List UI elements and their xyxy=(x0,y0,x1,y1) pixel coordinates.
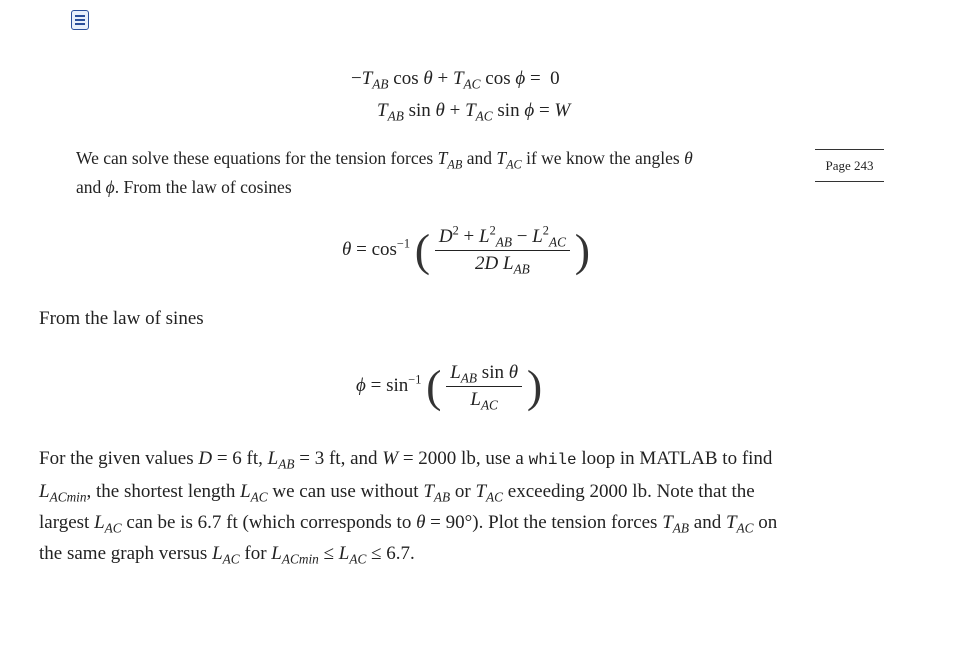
paragraph-line: We can solve these equations for the tension forces $T_{AB}$ and $T_{AC}$ if we know the angles θ xyxy=(76,148,693,172)
paragraph-line: $L_{ACmin}$, the shortest length $L_{AC}$ we can use without $T_{AB}$ or $T_{AC}$ exceeding 2000 lb. Note that the xyxy=(39,481,755,505)
theta-formula: $\theta = \cos^{-1}$ ( $\frac{D^2 + L^2_{AB} - L^2_{AC}}{2D L_{AB}}$ ) xyxy=(342,223,591,277)
paragraph-line: and ϕ. From the law of cosines xyxy=(76,177,292,197)
theta-fraction: $\frac{D^2 + L^2_{AB} - L^2_{AC}}{2D L_{AB}}$ xyxy=(435,226,570,275)
phi-fraction: $\frac{L_{AB} \sin \theta}{L_{AC}}$ xyxy=(446,362,522,411)
paragraph-line: For the given values D = 6 ft, $L_{AB} = 3$ ft, and W = 2000 lb, use a while loop in MATLAB to find xyxy=(39,448,773,472)
paragraph-cosines xyxy=(76,144,693,202)
equation-1: $-T_{AB}$ $\cos \theta + T_{AC}$ cos ϕ = 0 xyxy=(351,68,560,92)
equation-2: $T_{AB}$ $\sin \theta + T_{AC}$ sin ϕ = W xyxy=(377,100,571,124)
note-icon[interactable] xyxy=(71,10,89,30)
page-number-label: Page 243 xyxy=(815,149,884,182)
paragraph-line: the same graph versus $L_{AC}$ for $L_{ACmin} \le L_{AC} \le 6.7$. xyxy=(39,543,415,567)
paragraph-problem xyxy=(39,443,777,569)
phi-formula: $\phi = \sin^{-1}$ ( $\frac{L_{AB} \sin \theta}{L_{AC}}$ ) xyxy=(356,360,543,413)
paragraph-line: largest $L_{AC}$ can be is 6.7 ft (which corresponds to θ = 90°). Plot the tension forces $T_{AB}$ and $T_{AC}$ on xyxy=(39,512,778,536)
law-of-sines-text: From the law of sines xyxy=(39,308,204,329)
